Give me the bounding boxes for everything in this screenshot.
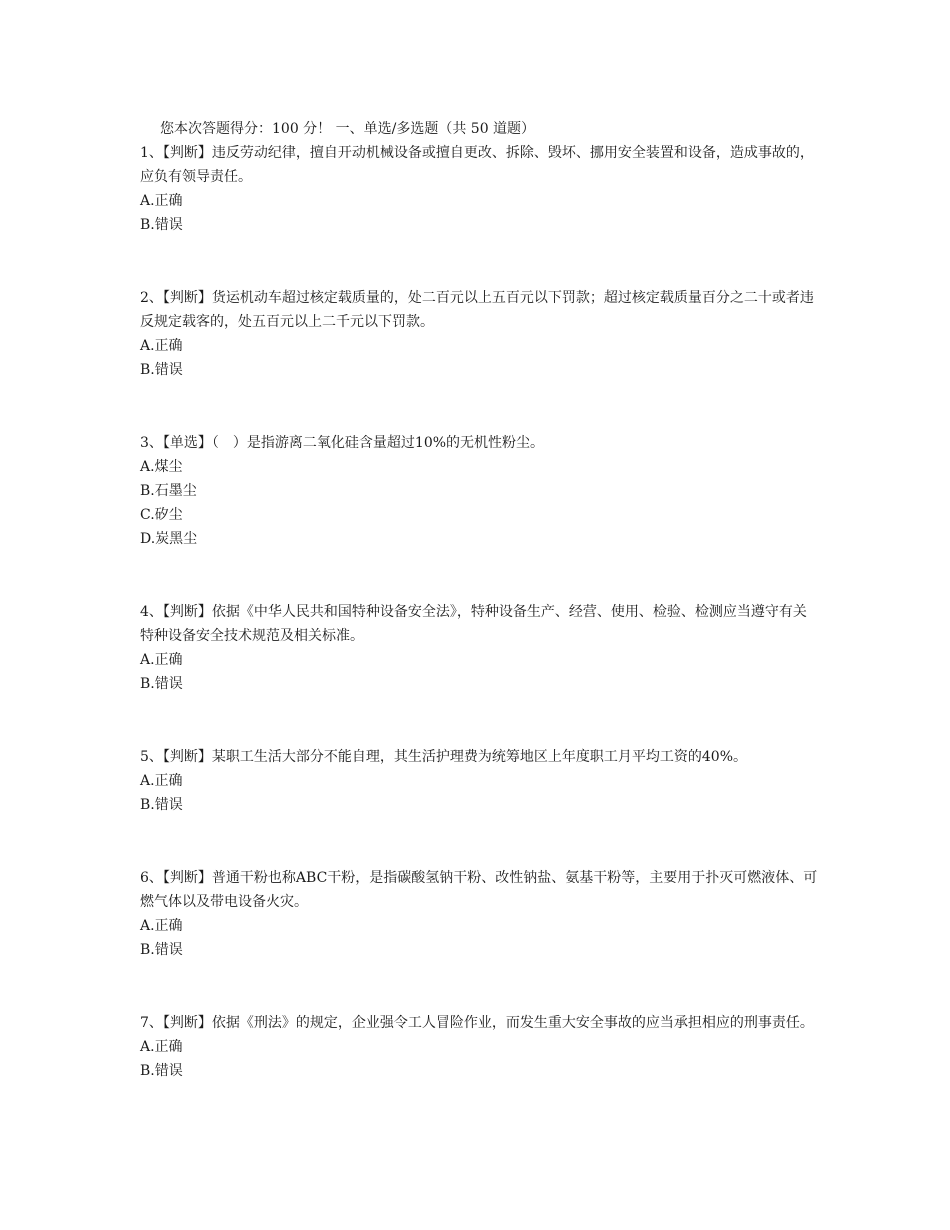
option-a: A.正确 bbox=[140, 1039, 183, 1055]
option-b: B.错误 bbox=[140, 797, 183, 813]
spacer bbox=[140, 817, 820, 866]
option-d: D.炭黑尘 bbox=[140, 531, 198, 547]
option-b: B.错误 bbox=[140, 942, 183, 958]
option-a: A.正确 bbox=[140, 652, 183, 668]
question-1 bbox=[140, 141, 820, 237]
spacer bbox=[140, 962, 820, 1011]
option-b: B.错误 bbox=[140, 362, 183, 378]
option-a: A.煤尘 bbox=[140, 459, 183, 475]
spacer bbox=[140, 696, 820, 745]
question-6 bbox=[140, 866, 820, 962]
question-stem: 1、【判断】违反劳动纪律，擅自开动机械设备或擅自更改、拆除、毁坏、挪用安全装置和设备，造成事故的，应负有领导责任。 bbox=[140, 145, 814, 185]
option-a: A.正确 bbox=[140, 193, 183, 209]
question-stem: 5、【判断】某职工生活大部分不能自理，其生活护理费为统筹地区上年度职工月平均工资的40%。 bbox=[140, 749, 748, 765]
question-stem: 3、【单选】（ ）是指游离二氧化硅含量超过10%的无机性粉尘。 bbox=[140, 435, 545, 451]
question-7 bbox=[140, 1011, 820, 1083]
option-c: C.矽尘 bbox=[140, 507, 183, 523]
question-stem: 6、【判断】普通干粉也称ABC干粉，是指碳酸氢钠干粉、改性钠盐、氨基干粉等，主要用于扑灭可燃液体、可燃气体以及带电设备火灾。 bbox=[140, 870, 818, 910]
question-4 bbox=[140, 600, 820, 696]
option-a: A.正确 bbox=[140, 338, 183, 354]
question-5 bbox=[140, 745, 820, 817]
question-stem: 4、【判断】依据《中华人民共和国特种设备安全法》，特种设备生产、经营、使用、检验、检测应当遵守有关特种设备安全技术规范及相关标准。 bbox=[140, 604, 807, 644]
option-b: B.错误 bbox=[140, 1063, 183, 1079]
document-page bbox=[140, 117, 820, 1083]
option-a: A.正确 bbox=[140, 773, 183, 789]
option-b: B.错误 bbox=[140, 676, 183, 692]
option-b: B.石墨尘 bbox=[140, 483, 197, 499]
option-a: A.正确 bbox=[140, 918, 183, 934]
spacer bbox=[140, 551, 820, 600]
score-header: 您本次答题得分：100 分！ 一、单选/多选题（共 50 道题） bbox=[160, 121, 536, 137]
spacer bbox=[140, 237, 820, 286]
spacer bbox=[140, 382, 820, 431]
question-stem: 7、【判断】依据《刑法》的规定，企业强令工人冒险作业，而发生重大安全事故的应当承担相应的刑事责任。 bbox=[140, 1015, 814, 1031]
question-stem: 2、【判断】货运机动车超过核定载质量的，处二百元以上五百元以下罚款；超过核定载质量百分之二十或者违反规定载客的，处五百元以上二千元以下罚款。 bbox=[140, 290, 814, 330]
question-3 bbox=[140, 431, 820, 551]
option-b: B.错误 bbox=[140, 217, 183, 233]
question-2 bbox=[140, 286, 820, 382]
